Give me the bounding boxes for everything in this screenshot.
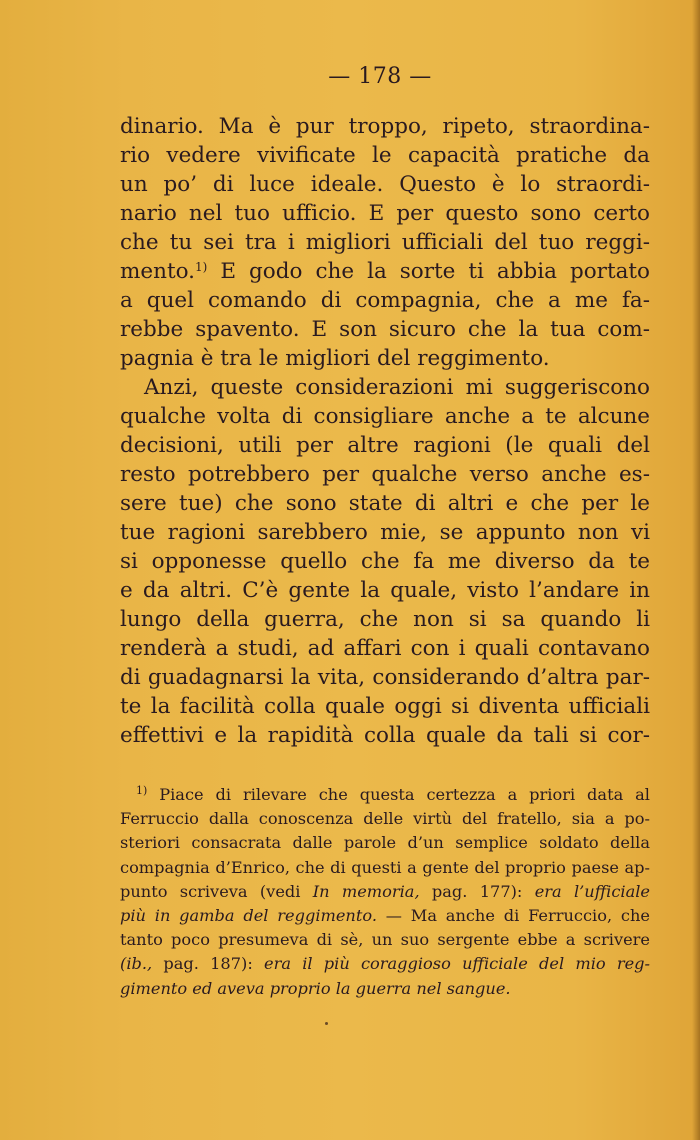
body-line: decisioni, utili per altre ragioni (le quali del xyxy=(120,433,650,458)
footnote-text: — Ma anche di Ferruccio, che xyxy=(376,906,650,926)
body-line: renderà a studi, ad affari con i quali contavano xyxy=(120,636,650,661)
body-line: nario nel tuo ufficio. E per questo sono certo xyxy=(120,201,650,226)
body-line: a quel comando di compagnia, che a me fa- xyxy=(120,288,650,313)
body-line: e da altri. C’è gente la quale, visto l’andare in xyxy=(120,578,650,603)
footnote-line: Ferruccio dalla conoscenza delle virtù del fratello, sia a po- xyxy=(120,809,650,829)
footnote-text: pag. 177): xyxy=(419,881,535,901)
footnote-quote: era il più coraggioso ufficiale del mio reg- xyxy=(264,954,651,974)
body-line: Anzi, queste considerazioni mi suggeriscono xyxy=(144,375,650,400)
body-line: te la facilità colla quale oggi si diventa ufficiali xyxy=(120,694,650,719)
body-line: sere tue) che sono state di altri e che per le xyxy=(120,491,650,516)
body-line xyxy=(120,257,650,286)
footnote-line: compagnia d’Enrico, che di questi a gente del proprio paese ap- xyxy=(120,857,650,877)
footnote-line: steriori consacrata dalle parole d’un semplice soldato della xyxy=(120,833,650,853)
footnote-marker: 1) xyxy=(136,784,148,797)
footnote-text: pag. 187): xyxy=(152,954,265,974)
page-edge-shadow xyxy=(692,0,700,1140)
body-line: rebbe spavento. E son sicuro che la tua com- xyxy=(120,317,650,342)
body-line: un po’ di luce ideale. Questo è lo straordi- xyxy=(120,172,650,197)
footnote-line xyxy=(120,952,650,976)
body-line: pagnia è tra le migliori del reggimento. xyxy=(120,346,550,371)
footnote-text: punto scriveva (vedi xyxy=(120,881,313,901)
body-line: lungo della guerra, che non si sa quando li xyxy=(120,607,650,632)
body-line-part: E godo che la sorte ti abbia portato xyxy=(220,259,650,284)
paper-speck xyxy=(325,1022,328,1025)
body-line: si opponesse quello che fa me diverso da te xyxy=(120,549,650,574)
body-line: dinario. Ma è pur troppo, ripeto, straordina- xyxy=(120,114,650,139)
footnote-line xyxy=(120,904,650,928)
body-line: qualche volta di consigliare anche a te alcune xyxy=(120,404,650,429)
footnote-line: tanto poco presumeva di sè, un suo sergente ebbe a scrivere xyxy=(120,930,650,950)
body-line: rio vedere vivificate le capacità pratiche da xyxy=(120,143,650,168)
footnote-quote: gimento ed aveva proprio la guerra nel sangue. xyxy=(120,978,511,998)
footnote-citation-ref: (ib., xyxy=(120,954,153,974)
footnote-text: Piace di rilevare che questa certezza a priori data al xyxy=(159,785,650,804)
body-line: effettivi e la rapidità colla quale da tali si cor- xyxy=(120,723,650,748)
footnote-quote: più in gamba del reggimento. xyxy=(120,906,377,926)
footnote xyxy=(120,783,650,1001)
body-line: tue ragioni sarebbero mie, se appunto non vi xyxy=(120,520,650,545)
footnote-line xyxy=(120,783,650,807)
body-line: resto potrebbero per qualche verso anche es- xyxy=(120,462,650,487)
footnote-line xyxy=(120,977,650,1001)
footnote-line xyxy=(120,880,650,904)
footnote-reference: 1) xyxy=(195,260,208,274)
footnote-quote: era l’ufficiale xyxy=(534,881,650,901)
body-line: di guadagnarsi la vita, considerando d’altra par- xyxy=(120,665,650,690)
body-line-part: mento. xyxy=(120,259,195,284)
footnote-citation-title: In memoria, xyxy=(312,881,420,901)
body-text xyxy=(120,112,650,750)
body-line: che tu sei tra i migliori ufficiali del tuo reggi- xyxy=(120,230,650,255)
page-number: — 178 — xyxy=(328,64,432,89)
